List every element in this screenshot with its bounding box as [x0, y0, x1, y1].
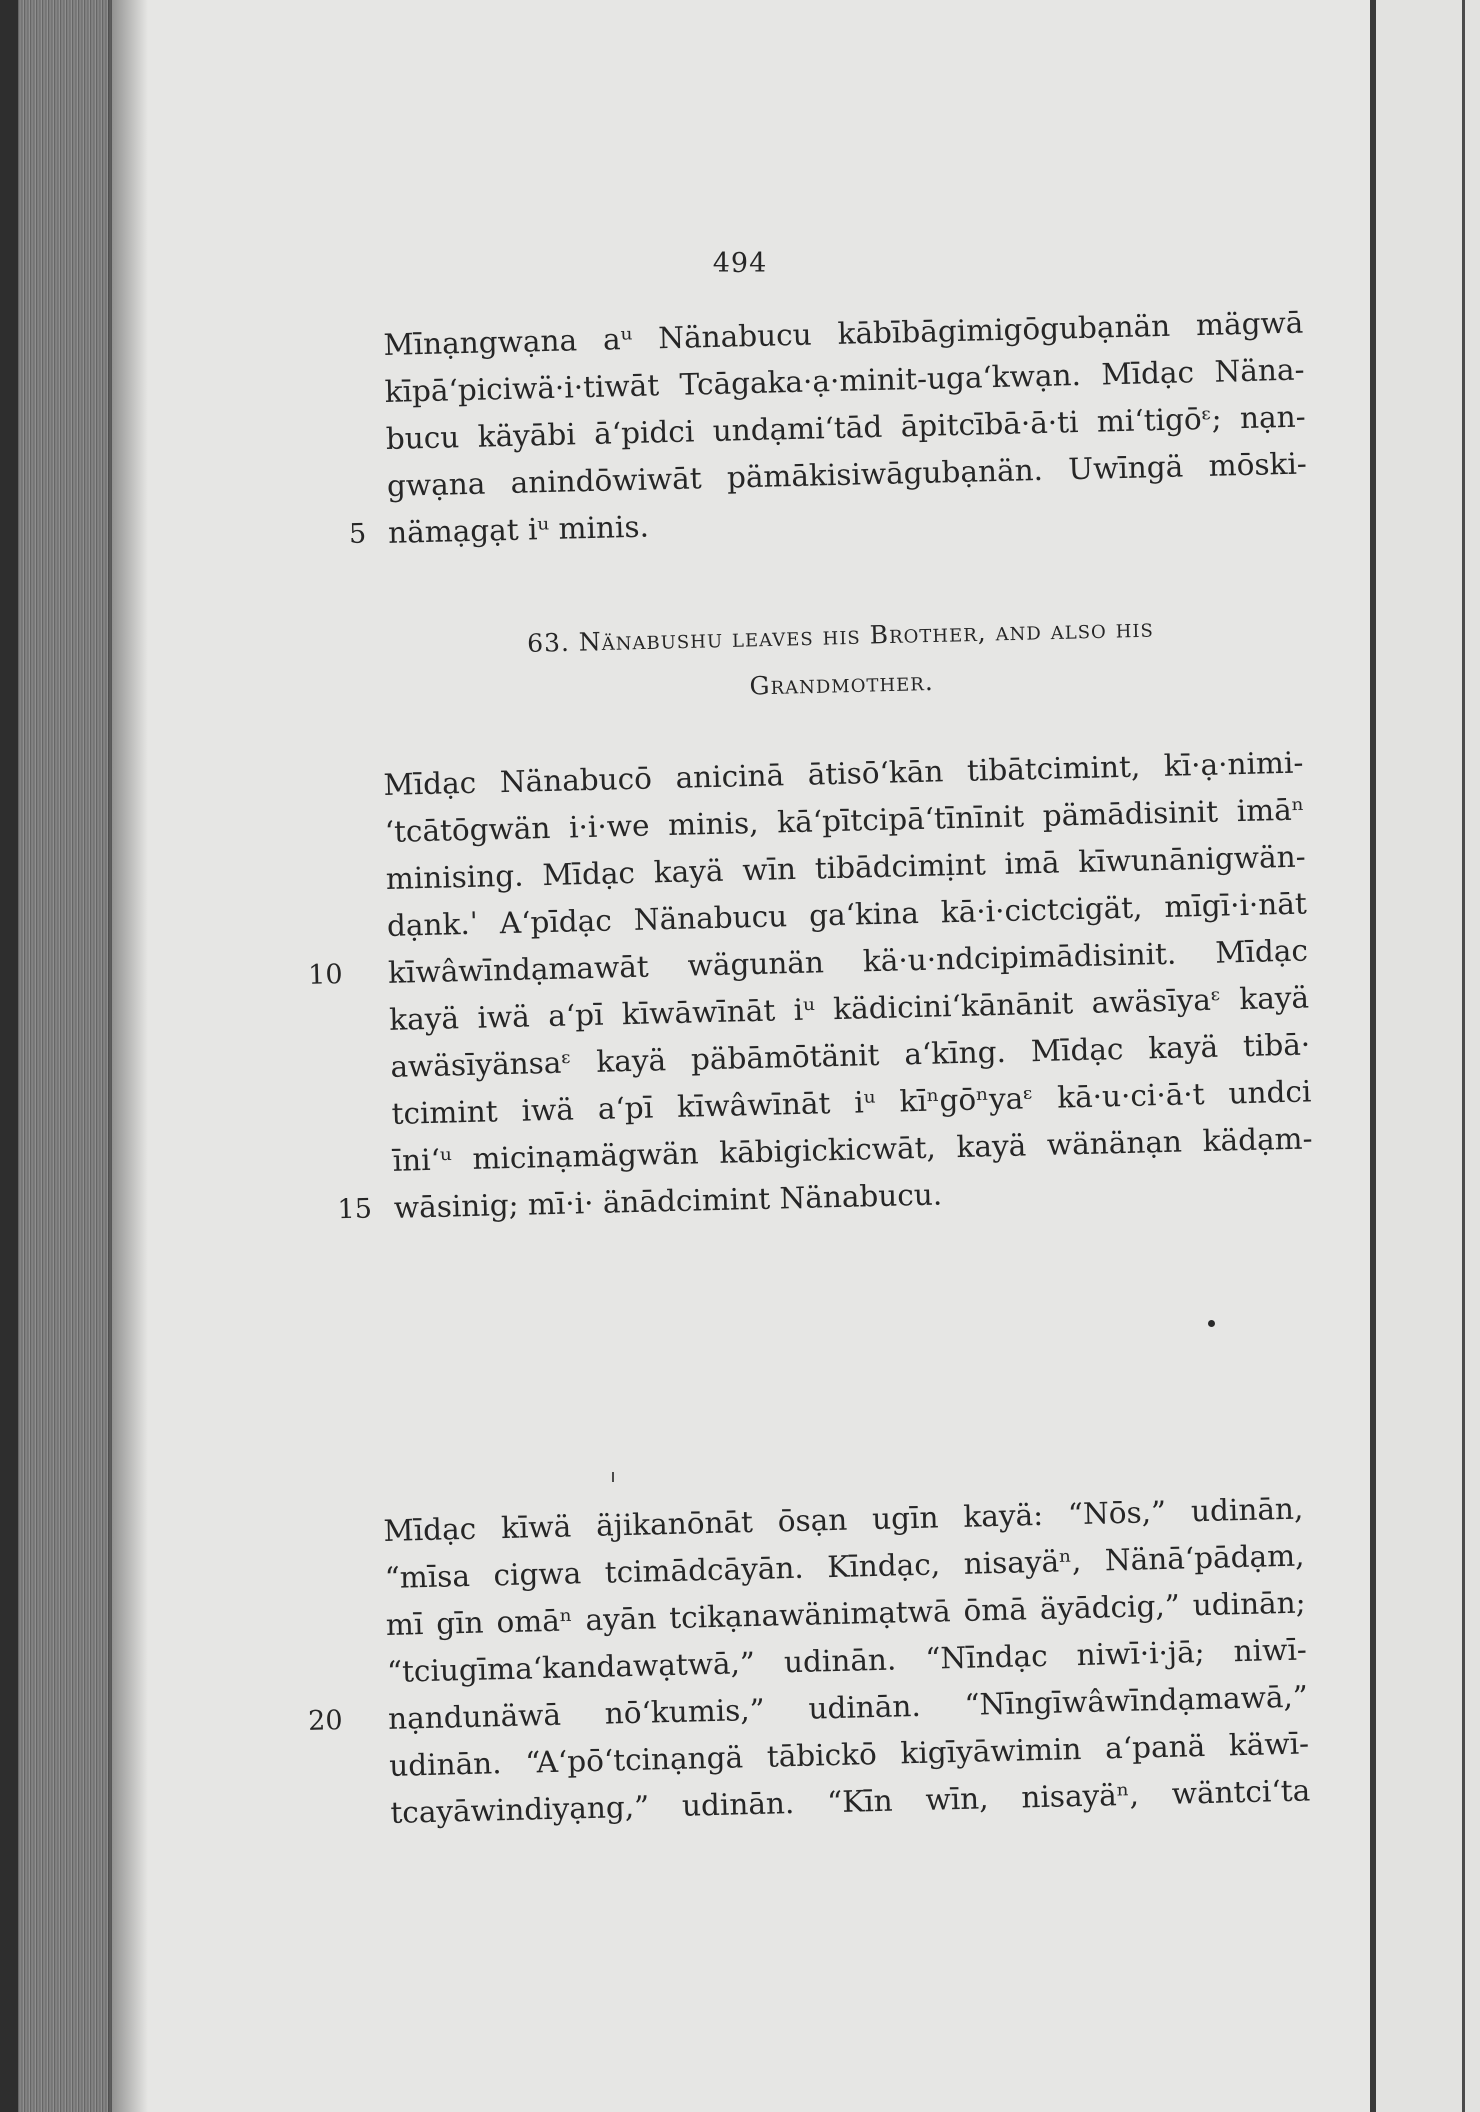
line-number — [303, 1509, 361, 1510]
book-edge-right-line — [1462, 0, 1465, 2112]
text-line: mī gīn omāⁿ ayān tcikạnawänimạtwā ōmā äyādcig,” udinān; — [385, 1579, 1306, 1648]
page-number: 494 — [712, 248, 768, 279]
line-number — [304, 1556, 362, 1557]
text-line: minising. Mīdạc kayä wīn tibādcimịnt imā kīwunānigwän- — [385, 833, 1306, 902]
line-number — [304, 370, 362, 371]
text-line: 5 nämạgạt iᵘ minis. — [388, 487, 1309, 556]
line-number — [304, 810, 362, 811]
text-line: “tciugīmaʻkandawạtwā,” udinān. “Nīndạc niwī·i·jā; niwī- — [386, 1626, 1307, 1695]
text-line: 10 kīwâwīndạmawāt wägunän kä·u·ndcipimādisinit. Mīdạc — [388, 927, 1309, 996]
gutter-shadow — [108, 0, 148, 2112]
text-line: kayä iwä aʻpī kīwāwīnāt iᵘ kädiciniʻkānānit awäsīyaᵋ kayä — [389, 974, 1310, 1043]
section-heading — [440, 602, 1242, 718]
stray-dot-mark — [1208, 1320, 1215, 1327]
line-number: 10 — [307, 959, 343, 991]
text-line: dạnk.ˈ Aʻpīdạc Nänabucu gaʻkina kā·i·cictcigät, mīgī·i·nāt — [386, 880, 1307, 949]
text-line: 15 wāsinig; mī·i· änādcimint Nänabucu. — [393, 1162, 1314, 1231]
text-line: īniʻᵘ micinạmägwän kābigickicwāt, kayä wänänạn kädạm- — [392, 1115, 1313, 1184]
heading-line-2: Grandmother. — [749, 666, 935, 701]
line-number — [306, 463, 364, 464]
line-number — [310, 1790, 368, 1791]
paragraph-1 — [348, 300, 1308, 557]
text-line: Mīdạc kīwä äjikanōnāt ōsạn ugīn kayä: “Nōs,” udinān, — [383, 1486, 1304, 1555]
line-number — [305, 1603, 363, 1604]
line-number: 20 — [307, 1705, 343, 1737]
line-number — [312, 1138, 370, 1139]
line-number — [303, 763, 361, 764]
text-line: gwạna anindōwiwāt pämākisiwāgubạnän. Uwīngä mōski- — [386, 440, 1307, 509]
line-number — [306, 1649, 364, 1650]
text-line: tcimint iwä aʻpī kīwâwīnāt iᵘ kīⁿgōⁿyaᵋ kā·u·ci·ā·t undci — [391, 1068, 1312, 1137]
line-number — [311, 1091, 369, 1092]
paragraph-2 — [307, 740, 1314, 1232]
book-edge-shadow — [0, 0, 18, 2112]
stray-tick-mark — [612, 1472, 614, 1482]
line-number — [303, 323, 361, 324]
text-line: tcayāwindiyạng,” udinān. “Kīn wīn, nisayäⁿ, wäntciʻta — [390, 1767, 1311, 1836]
line-number: 15 — [337, 1193, 373, 1226]
line-number — [306, 903, 364, 904]
line-number: 5 — [348, 518, 367, 550]
text-line: awäsīyänsaᵋ kayä päbāmōtänit aʻkīng. Mīdạc kayä tibā· — [390, 1021, 1311, 1090]
text-line: kīpāʻpiciwä·i·tiwāt Tcāgaka·ạ·minit-ugaʻkwạn. Mīdạc Näna- — [384, 347, 1305, 416]
text-line: 20 nạndunäwā nōʻkumis,” udinān. “Nīngīwâwīndạmawā,” — [388, 1673, 1309, 1742]
text-line: “mīsa cigwa tcimādcāyān. Kīndạc, nisayäⁿ, Nänāʻpādạm, — [384, 1533, 1305, 1602]
section-title: Nänabushu leaves his Brother, and also his — [578, 613, 1155, 657]
text-line: Mīdạc Nänabucō anicinā ātisōʻkān tibātcimint, kī·ạ·nimi- — [383, 740, 1304, 809]
line-number — [305, 857, 363, 858]
text-line: Mīnạngwạna aᵘ Nänabucu kābībāgimigōgubạnän mägwā — [383, 300, 1304, 369]
line-number — [310, 1044, 368, 1045]
section-number: 63. — [526, 627, 571, 658]
line-number — [305, 417, 363, 418]
paragraph-3 — [307, 1486, 1311, 1837]
text-line: udinān. “Aʻpōʻtcinạngä tābickō kigīyāwimin aʻpanä käwī- — [389, 1720, 1310, 1789]
text-line: ʻtcātōgwän i·i·we minis, kāʻpītcipāʻtīnīnit pämādisinit imāⁿ — [384, 787, 1305, 856]
text-line: bucu käyābi āʻpidci undạmiʻtād āpitcībā·ā·ti miʻtigōᵋ; nạn- — [385, 393, 1306, 462]
